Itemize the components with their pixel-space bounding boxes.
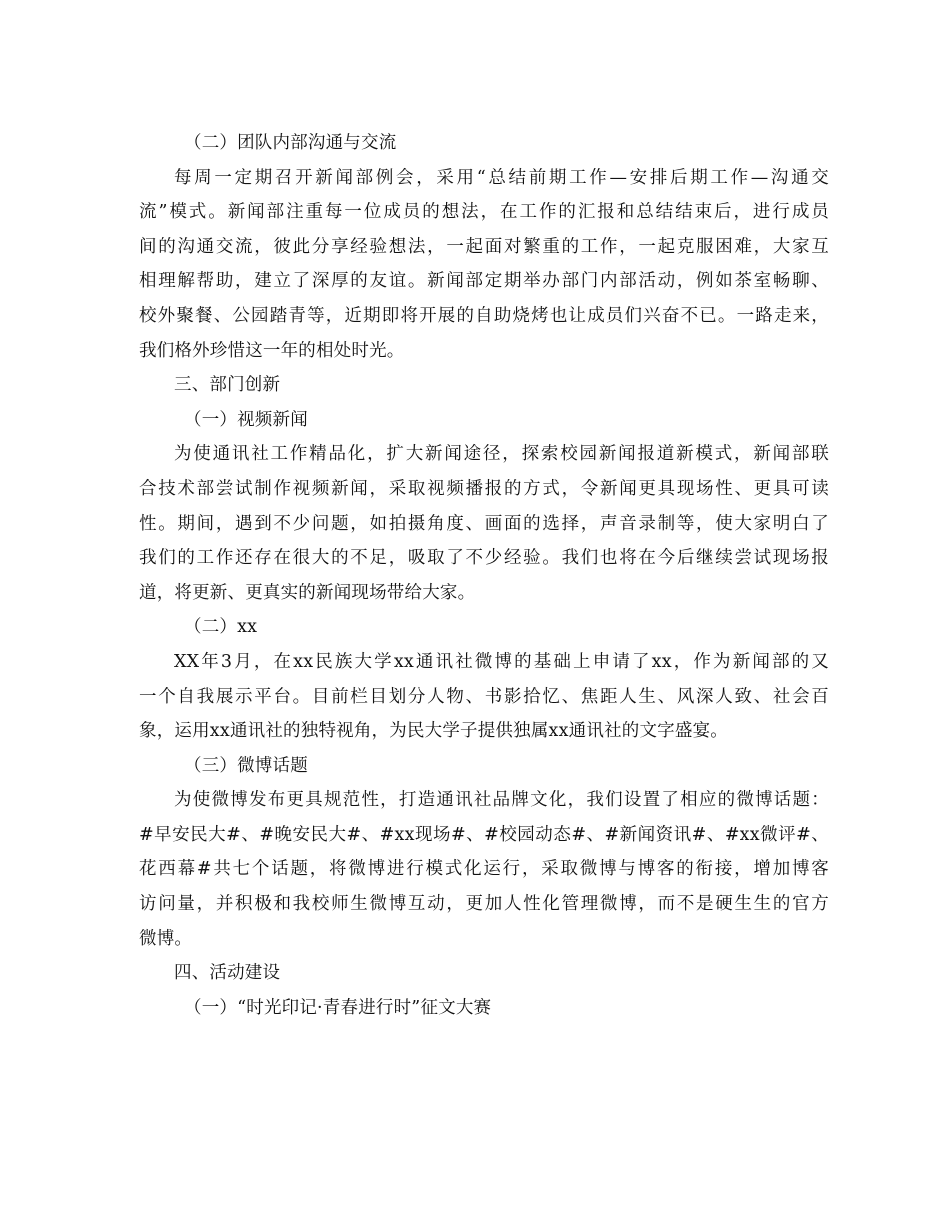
paragraph-line: #早安民大#、#晚安民大#、#xx现场#、#校园动态#、#新闻资讯#、#xx微评#、 <box>139 824 829 845</box>
section-heading-team-communication: （二）团队内部沟通与交流 <box>184 133 397 153</box>
paragraph-line: 性。期间，遇到不少问题，如拍摄角度、画面的选择，声音录制等，使大家明白了 <box>139 513 829 534</box>
section-heading-video-news: （一）视频新闻 <box>184 409 308 430</box>
paragraph-line: 访问量，并积极和我校师生微博互动，更加人性化管理微博，而不是硬生生的官方 <box>139 894 829 915</box>
document-body <box>139 126 829 1025</box>
paragraph-line: 每周一定期召开新闻部例会，采用“总结前期工作—安排后期工作—沟通交 <box>174 167 829 188</box>
paragraph-line: 流”模式。新闻部注重每一位成员的想法，在工作的汇报和总结结束后，进行成员 <box>139 202 829 223</box>
paragraph-line: XX年3月，在xx民族大学xx通讯社微博的基础上申请了xx，作为新闻部的又 <box>174 651 829 672</box>
paragraph-line: 花西幕#共七个话题，将微博进行模式化运行，采取微博与博客的衔接，增加博客 <box>139 859 829 880</box>
paragraph-line: 一个自我展示平台。目前栏目划分人物、书影拾忆、焦距人生、风深人致、社会百 <box>139 686 829 707</box>
paragraph-line: 为使通讯社工作精品化，扩大新闻途径，探索校园新闻报道新模式，新闻部联 <box>174 444 829 465</box>
paragraph-line: 相理解帮助，建立了深厚的友谊。新闻部定期举办部门内部活动，例如茶室畅聊、 <box>139 271 829 292</box>
section-heading-xx: （二）xx <box>184 617 258 638</box>
section-heading-essay-contest: （一）“时光印记·青春进行时”征文大赛 <box>184 997 492 1018</box>
paragraph-line: 我们的工作还存在很大的不足，吸取了不少经验。我们也将在今后继续尝试现场报 <box>139 548 829 569</box>
section-heading-activities: 四、活动建设 <box>174 963 281 984</box>
paragraph-line: 合技术部尝试制作视频新闻，采取视频播报的方式，令新闻更具现场性、更具可读 <box>139 478 829 499</box>
paragraph-line: 象，运用xx通讯社的独特视角，为民大学子提供独属xx通讯社的文字盛宴。 <box>139 721 728 742</box>
section-heading-weibo-topics: （三）微博话题 <box>184 755 308 776</box>
paragraph-line: 校外聚餐、公园踏青等，近期即将开展的自助烧烤也让成员们兴奋不已。一路走来， <box>139 305 829 326</box>
paragraph-line: 为使微博发布更具规范性，打造通讯社品牌文化，我们设置了相应的微博话题： <box>174 790 829 811</box>
section-heading-innovation: 三、部门创新 <box>174 375 281 396</box>
paragraph-line: 微博。 <box>139 928 193 949</box>
paragraph-line: 我们格外珍惜这一年的相处时光。 <box>139 340 405 361</box>
paragraph-line: 道，将更新、更真实的新闻现场带给大家。 <box>139 582 476 603</box>
paragraph-line: 间的沟通交流，彼此分享经验想法，一起面对繁重的工作，一起克服困难，大家互 <box>139 236 829 257</box>
